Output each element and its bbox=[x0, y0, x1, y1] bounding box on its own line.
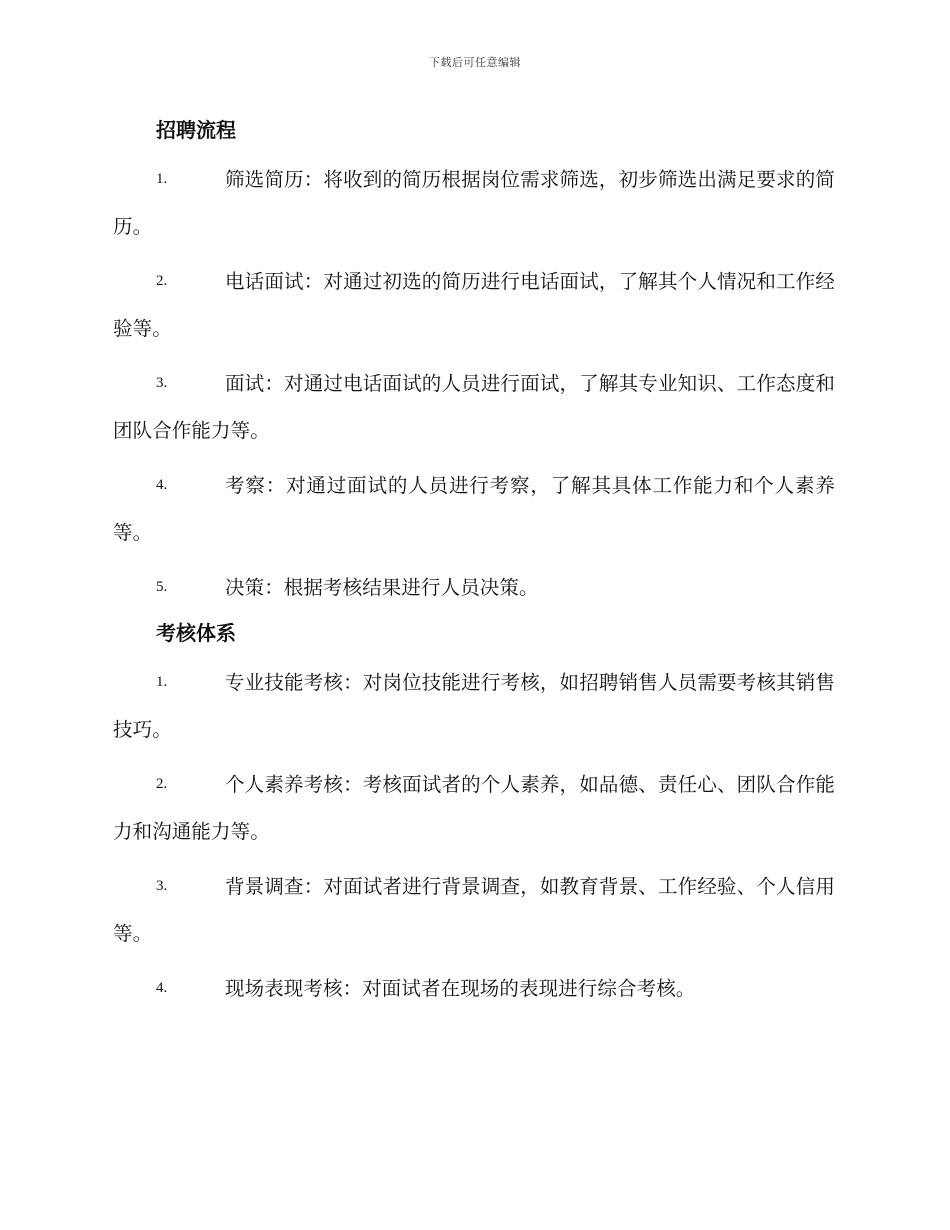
list-item bbox=[113, 564, 835, 611]
list-item-number: 3. bbox=[156, 375, 168, 391]
list-item-text: 专业技能考核：对岗位技能进行考核，如招聘销售人员需要考核其销售技巧。 bbox=[113, 671, 835, 741]
list-item-text: 电话面试：对通过初选的简历进行电话面试，了解其个人情况和工作经验等。 bbox=[113, 270, 835, 340]
list-item-number: 4. bbox=[156, 980, 168, 996]
list-item bbox=[113, 156, 835, 250]
assessment-system-list bbox=[113, 659, 835, 1012]
page-header-note: 下载后可任意编辑 bbox=[429, 56, 521, 69]
list-item-text: 筛选简历：将收到的简历根据岗位需求筛选，初步筛选出满足要求的简历。 bbox=[113, 168, 835, 238]
list-item-number: 3. bbox=[156, 878, 168, 894]
section-heading-assessment-system: 考核体系 bbox=[156, 621, 236, 645]
section-heading-recruitment-process: 招聘流程 bbox=[156, 118, 236, 142]
list-item bbox=[113, 863, 835, 957]
list-item-number: 1. bbox=[156, 674, 168, 690]
list-item-text: 个人素养考核：考核面试者的个人素养，如品德、责任心、团队合作能力和沟通能力等。 bbox=[113, 773, 835, 843]
list-item-text: 背景调查：对面试者进行背景调查，如教育背景、工作经验、个人信用等。 bbox=[113, 875, 835, 945]
list-item bbox=[113, 360, 835, 454]
list-item-number: 5. bbox=[156, 579, 168, 595]
recruitment-process-list bbox=[113, 156, 835, 611]
list-item-text: 考察：对通过面试的人员进行考察，了解其具体工作能力和个人素养等。 bbox=[113, 474, 835, 544]
list-item-number: 1. bbox=[156, 171, 168, 187]
list-item bbox=[113, 965, 835, 1012]
list-item-text: 面试：对通过电话面试的人员进行面试，了解其专业知识、工作态度和团队合作能力等。 bbox=[113, 372, 835, 442]
list-item-text: 现场表现考核：对面试者在现场的表现进行综合考核。 bbox=[225, 977, 696, 1000]
list-item bbox=[113, 659, 835, 753]
list-item bbox=[113, 761, 835, 855]
list-item-number: 2. bbox=[156, 776, 168, 792]
list-item-number: 4. bbox=[156, 477, 168, 493]
list-item-text: 决策：根据考核结果进行人员决策。 bbox=[225, 576, 539, 599]
list-item-number: 2. bbox=[156, 273, 168, 289]
list-item bbox=[113, 462, 835, 556]
document-body bbox=[113, 112, 835, 1012]
list-item bbox=[113, 258, 835, 352]
